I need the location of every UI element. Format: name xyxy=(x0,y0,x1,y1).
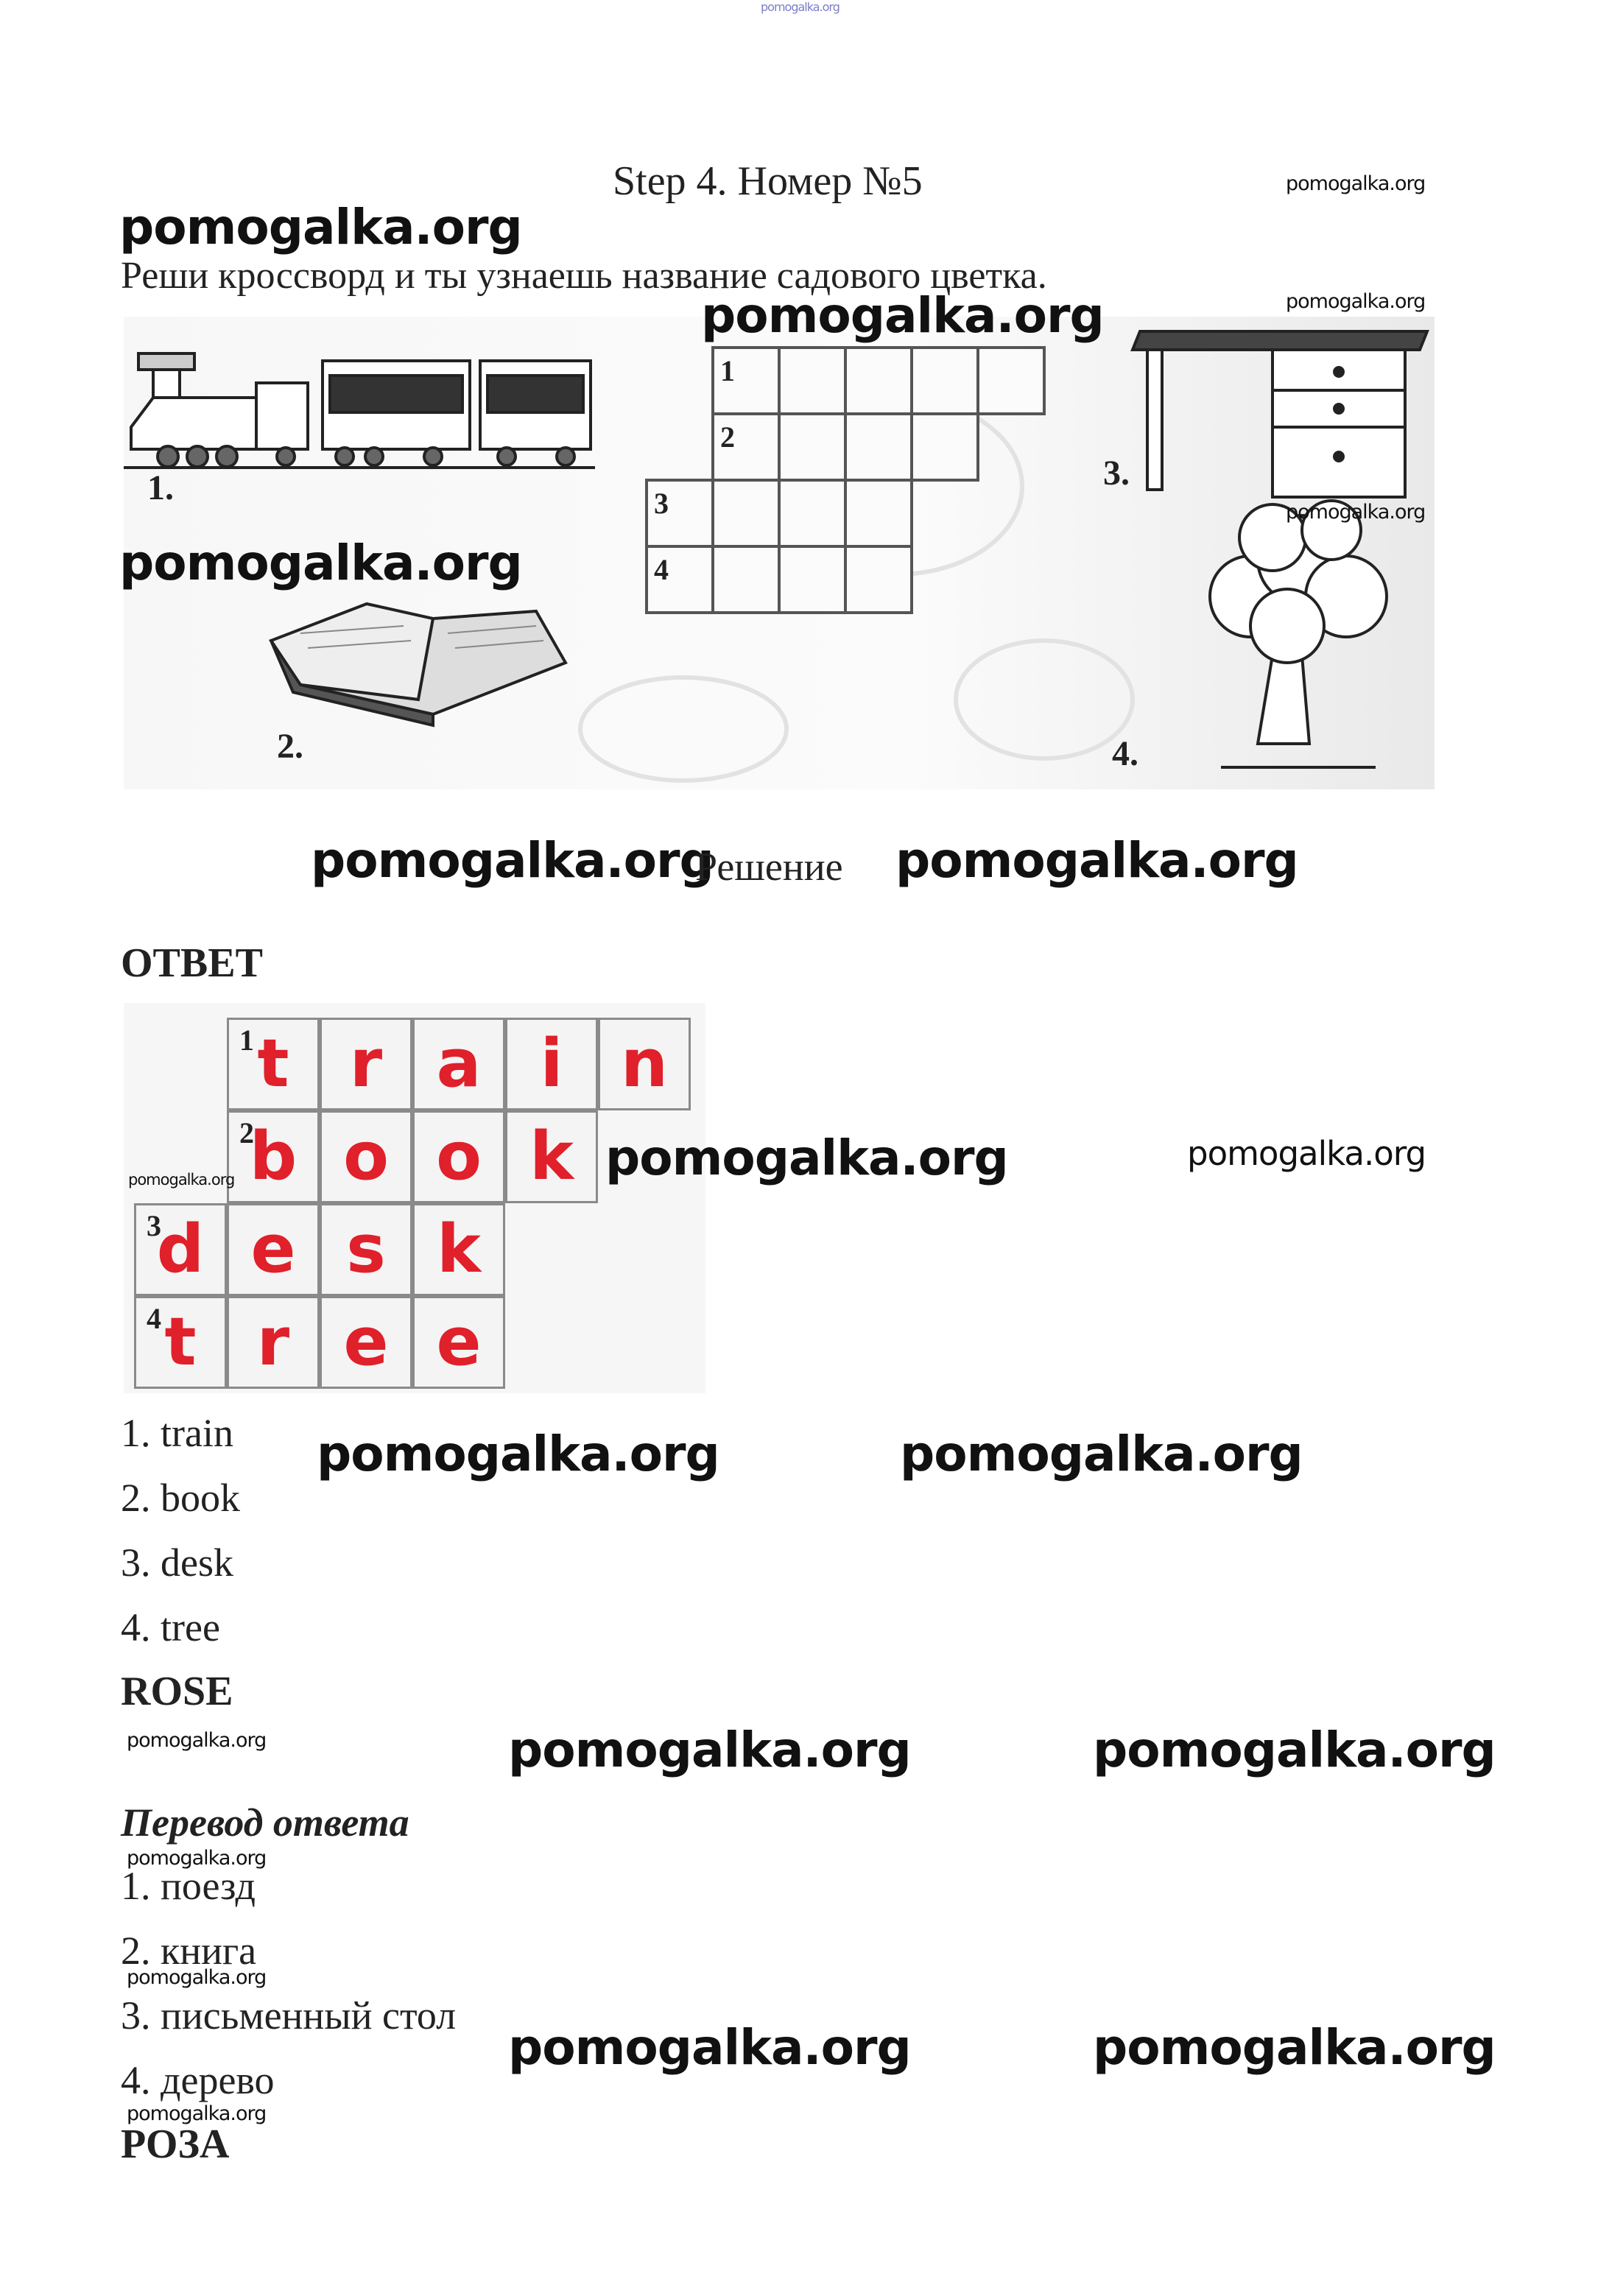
watermark: pomogalka.org xyxy=(1286,172,1426,195)
watermark: pomogalka.org xyxy=(1286,290,1426,313)
cell-letter: k xyxy=(437,1211,481,1288)
crossword-cell xyxy=(320,1110,412,1203)
solution-label: Решение xyxy=(695,845,843,889)
top-watermark: pomogalka.org xyxy=(761,0,840,14)
watermark: pomogalka.org xyxy=(508,2019,911,2076)
row-number: 3 xyxy=(147,1209,161,1242)
watermark: pomogalka.org xyxy=(1093,1722,1496,1778)
task-text: Реши кроссворд и ты узнаешь название садового цветка. xyxy=(121,255,1047,297)
answer-item-3: 3. desk xyxy=(121,1540,233,1585)
watermark: pomogalka.org xyxy=(508,1722,911,1778)
watermark: pomogalka.org xyxy=(895,832,1298,889)
crossword-cell xyxy=(227,1296,320,1389)
translation-item-2: 2. книга xyxy=(121,1929,257,1973)
watermark: pomogalka.org xyxy=(900,1426,1303,1482)
train-picture xyxy=(124,353,595,468)
translation-item-1: 1. поезд xyxy=(121,1864,256,1908)
crossword-cell xyxy=(412,1018,505,1110)
translation-item-3: 3. письменный стол xyxy=(121,1993,457,2038)
watermark: pomogalka.org xyxy=(1286,501,1426,524)
cell-letter: t xyxy=(257,1025,289,1102)
cell-letter: i xyxy=(540,1025,563,1102)
crossword-cell xyxy=(320,1296,412,1389)
crossword-cell xyxy=(505,1018,598,1110)
watermark: pomogalka.org xyxy=(311,832,714,889)
watermark: pomogalka.org xyxy=(1093,2019,1496,2076)
crossword-cell xyxy=(412,1203,505,1296)
crossword-cell xyxy=(227,1203,320,1296)
crossword-number-2: 2 xyxy=(720,420,735,454)
cell-letter: e xyxy=(343,1303,389,1381)
crossword-cell xyxy=(505,1110,598,1203)
crossword-number-1: 1 xyxy=(720,354,735,387)
watermark: pomogalka.org xyxy=(317,1426,719,1482)
tree-picture xyxy=(1210,501,1387,767)
picture-label-3: 3. xyxy=(1103,454,1130,493)
watermark: pomogalka.org xyxy=(119,199,522,256)
book-picture xyxy=(271,604,566,725)
cell-letter: o xyxy=(436,1118,482,1195)
answer-item-1: 1. train xyxy=(121,1411,233,1455)
crossword-cell xyxy=(320,1203,412,1296)
answer-heading: ОТВЕТ xyxy=(121,940,263,986)
crossword-cell xyxy=(227,1018,320,1110)
cell-letter: k xyxy=(529,1118,574,1195)
watermark: pomogalka.org xyxy=(605,1130,1008,1186)
crossword-number-3: 3 xyxy=(654,487,669,520)
desk-picture xyxy=(1133,331,1427,497)
watermark: pomogalka.org xyxy=(119,535,522,591)
cell-letter: e xyxy=(436,1303,482,1381)
crossword-cell xyxy=(320,1018,412,1110)
crossword-cell xyxy=(598,1018,691,1110)
picture-label-1: 1. xyxy=(147,468,174,507)
crossword-cell xyxy=(227,1110,320,1203)
watermark: pomogalka.org xyxy=(127,1729,267,1752)
picture-label-2: 2. xyxy=(277,727,303,766)
crossword-cell xyxy=(134,1203,227,1296)
watermark: pomogalka.org xyxy=(1187,1134,1426,1173)
row-number: 2 xyxy=(239,1116,254,1149)
answer-item-2: 2. book xyxy=(121,1476,240,1520)
row-number: 1 xyxy=(239,1024,254,1057)
crossword-cell xyxy=(412,1110,505,1203)
cell-letter: e xyxy=(250,1211,296,1288)
translation-item-4: 4. дерево xyxy=(121,2058,275,2102)
crossword-grid xyxy=(647,348,1044,613)
watermark: pomogalka.org xyxy=(701,287,1104,344)
picture-label-4: 4. xyxy=(1112,734,1138,773)
row-number: 4 xyxy=(147,1302,161,1335)
cell-letter: d xyxy=(156,1211,205,1288)
answer-crossword xyxy=(124,1003,705,1393)
cell-letter: r xyxy=(349,1025,383,1102)
answer-item-4: 4. tree xyxy=(121,1605,220,1649)
cell-letter: n xyxy=(620,1025,669,1102)
watermark: pomogalka.org xyxy=(127,1847,267,1870)
cell-letter: r xyxy=(256,1303,290,1381)
answer-keyword: ROSE xyxy=(121,1669,233,1714)
cell-letter: a xyxy=(436,1025,482,1102)
cell-letter: s xyxy=(346,1211,386,1288)
cell-letter: b xyxy=(249,1118,298,1195)
translation-heading: Перевод ответа xyxy=(121,1800,409,1845)
watermark: pomogalka.org xyxy=(128,1171,235,1189)
crossword-cell xyxy=(412,1296,505,1389)
cell-letter: o xyxy=(343,1118,389,1195)
translation-keyword: РОЗА xyxy=(121,2121,230,2167)
watermark: pomogalka.org xyxy=(127,1966,267,1989)
crossword-cell xyxy=(134,1296,227,1389)
watermark: pomogalka.org xyxy=(127,2102,267,2125)
cell-letter: t xyxy=(164,1303,197,1381)
crossword-number-4: 4 xyxy=(654,553,669,586)
page-title: Step 4. Номер №5 xyxy=(613,158,923,204)
